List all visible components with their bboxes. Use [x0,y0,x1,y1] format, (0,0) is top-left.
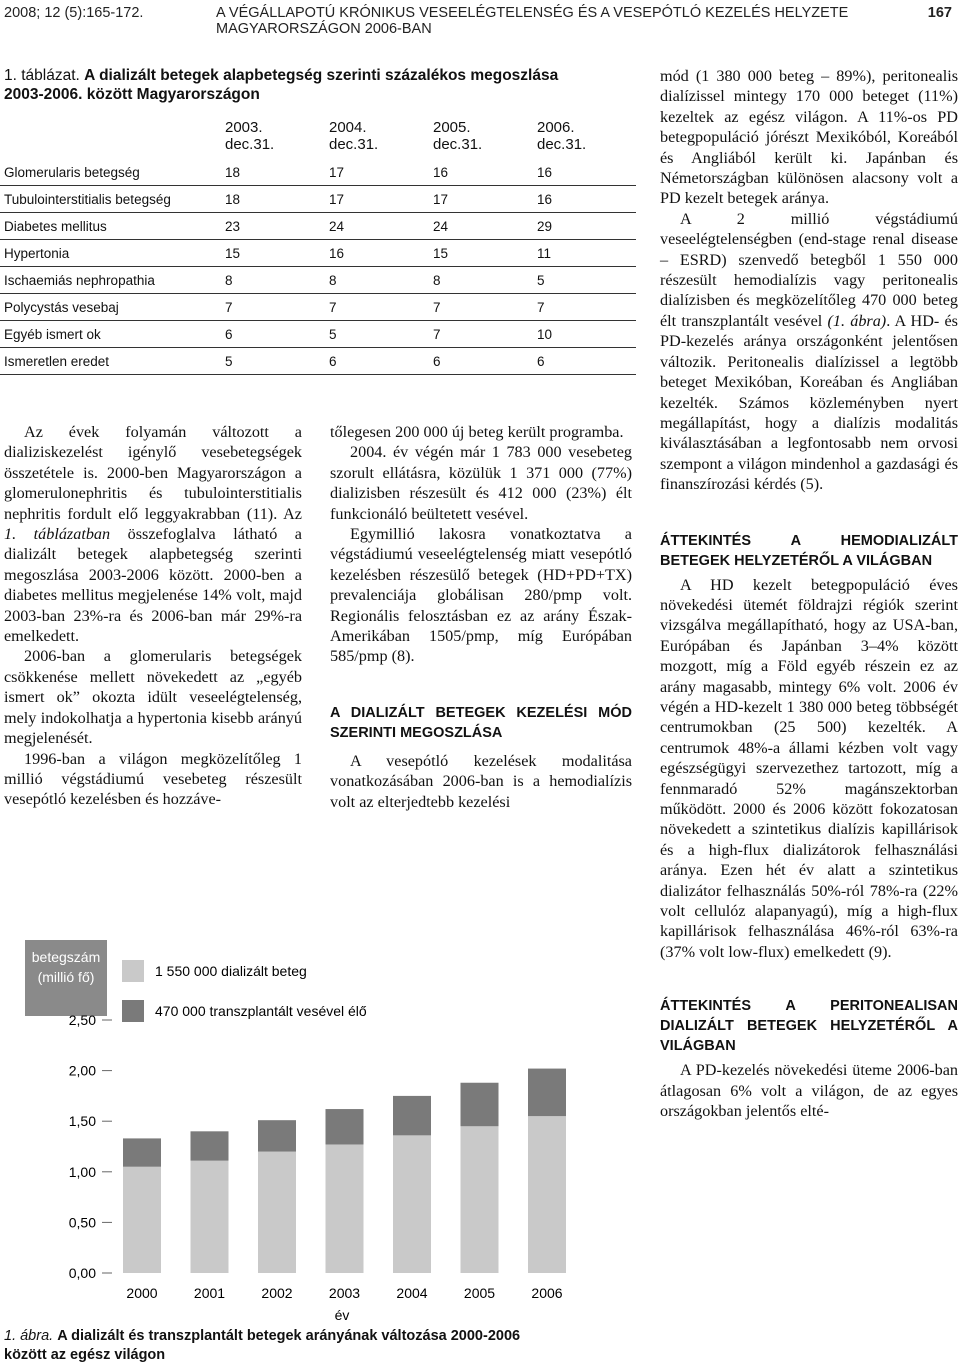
paragraph: 1996-ban a világon megközelítőleg 1 millió végstádiumú vesebeteg részesült vesepótló kezelésben és hozzáve- [4,749,302,809]
table-row: Ischaemiás nephropathia 8 8 8 5 [0,267,636,294]
table-caption-title: A dializált betegek alapbetegség szerinti százalékos megoszlása [84,67,559,84]
x-tick-label: 2000 [126,1285,158,1301]
table-row: Hypertonia 15 16 15 11 [0,240,636,267]
legend-label: 1 550 000 dializált beteg [155,963,307,979]
table-caption-label: 1. táblázat. [4,67,80,84]
table-row: Tubulointerstitialis betegség 18 17 17 16 [0,186,636,213]
legend-swatch [122,1000,144,1022]
table-caption [4,66,644,104]
diagnosis-table [0,118,636,375]
paragraph: A 2 millió végstádiumú veseelégtelenségben (end-stage renal disease – ESRD) szenvedő betegből 1 550 000 részesült hemodialízis vagy peritonealis dialízisben és megközelítőleg 470 000 beteg élt transzplantált vesével (1. ábra). A HD- és PD-kezelés aránya országonként jelentősen változik. Peritonealis dialízissel a legtöbb beteget Mexikóban, Koreában és Angliában kezelték. Számos közleményben nyert megállapítást, hogy a dialízis modalitás kiválasztásában a legfontosabb nem orvosi szempont a világon mindenhol a gazdasági és finanszírozási kérdés (5). [660,209,958,494]
x-tick-label: 2006 [531,1285,563,1301]
bar-transplant [393,1096,431,1135]
page-number: 167 [927,5,952,21]
bars [123,1069,566,1273]
legend [122,960,367,1022]
bar-transplant [326,1109,364,1144]
bar-transplant [528,1069,566,1117]
bar-transplant [461,1083,499,1127]
x-tick-label: 2005 [463,1285,496,1301]
x-tick-label: 2001 [193,1285,226,1301]
x-tick-labels [126,1285,562,1301]
y-tick-label: 1,00 [68,1163,96,1180]
paragraph: A HD kezelt betegpopuláció éves növekedési ütemét földrajzi régiók szerint vizsgálva megállapítható, hogy az USA-ban, Európában és Japánban 3–4% között mozgott, míg a Föld egyéb részein ez az arány magasabb, mintegy 6% volt. 2006 év végén a HD-kezelt 1 380 000 beteg többségét centrumokban (25 500) kezelték. A centrumok 48%-a állami kézben volt vagy egészségügyi szervezethez tartozott, míg a fennmaradó 52% magánszektorban működött. 2000 és 2006 között fokozatosan növekedett a szintetikus dialízis kapillárisok és a high-flux dializátorok felhasználási aránya. Ezen hét év alatt a szintetikus dializátor felhasználás 50%-ról 78%-ra (22% volt cellulóz alapanyagú), míg a high-flux kapillárisok felhasználása 46%-ról 63%-ra (37% volt low-flux) emelkedett (9). [660,575,958,961]
figure-caption-line2: között az egész világon [4,1347,166,1363]
year-header: 2003. dec.31. [225,119,275,153]
table-row: Egyéb ismert ok 6 5 7 10 [0,321,636,348]
y-tick-label: 2,50 [68,1012,96,1028]
paragraph: Az évek folyamán változott a dializiskezelést igénylő vesebetegségek összetétele is. 2000-ben Magyarországon a glomerulonephritis és tubulointerstitialis nephritis fordult elő leggyakrabban (11). Az 1. táblázatban összefoglalva látható a dializált betegek alapbetegség szerinti megoszlása 2003-2006 között. 2000-ben a diabetes mellitus megjelenése 14% volt, majd 2003-ban 23%-ra és 2006-ban már 29%-ra emelkedett. [4,423,302,646]
running-title: A VÉGÁLLAPOTÚ KRÓNIKUS VESEELÉGTELENSÉG ÉS A VESEPÓTLÓ KEZELÉS HELYZETE MAGYARORSZÁGON 2006-BAN [216,5,849,37]
paragraph: A PD-kezelés növekedési üteme 2006-ban átlagosan 6% volt a világon, de az egyes országokban jelentős elté- [660,1061,958,1121]
table-row: Polycystás vesebaj 7 7 7 7 [0,294,636,321]
x-tick-label: 2002 [261,1285,293,1301]
patient-count-chart [0,940,640,1325]
y-tick-labels [69,1012,96,1281]
bar-dialysis [326,1144,364,1273]
y-tick-label: 0,50 [68,1214,96,1231]
section-heading: ÁTTEKINTÉS A PERITONEALISAN DIALIZÁLT BETEGEK HELYZETÉRŐL A VILÁGBAN [660,998,958,1055]
year-header: 2004. dec.31. [329,119,379,153]
paragraph: A vesepótló kezelések modalitása vonatkozásában 2006-ban is a hemodialízis volt az elterjedtebb kezelési [330,751,632,811]
paragraph: Egymillió lakosra vonatkoztatva a végstádiumú veseelégtelenség miatt vesepótló kezelésben részesülő betegek (HD+PD+TX) prevalenciája globálisan 280/pmp volt. Regionális felosztásban ez az arány Észak-Amerikában 1505/pmp, míg Európában 585/pmp (8). [330,525,632,666]
figure-caption-label: 1. ábra. [4,1328,54,1344]
section-heading: ÁTTEKINTÉS A HEMODIALIZÁLT BETEGEK HELYZETÉRŐL A VILÁGBAN [660,532,958,569]
y-axis-label-line2: (millió fő) [37,969,95,985]
y-tick-label: 2,00 [68,1062,96,1079]
bar-transplant [191,1131,229,1160]
year-header: 2005. dec.31. [433,119,483,153]
figure-caption-title: A dializált és transzplantált betegek arányának változása 2000-2006 [57,1328,521,1344]
paragraph: mód (1 380 000 beteg – 89%), peritonealis dialízissel mintegy 170 000 beteget (11%) kezeltek az egész világon. A 11%-os PD betegpopuláció jórészt Mexikóból, Koreából és Angliából került ki. Japánban és Németországban különösen alacsony volt a PD kezelt betegek aránya. [660,67,958,208]
table-row: Diabetes mellitus 23 24 24 29 [0,213,636,240]
running-header [4,5,956,37]
bar-transplant [258,1120,296,1151]
bar-dialysis [393,1135,431,1273]
bar-dialysis [123,1167,161,1273]
legend-swatch [122,960,144,982]
x-tick-label: 2004 [396,1285,428,1301]
bar-transplant [123,1138,161,1166]
year-header: 2006. dec.31. [537,119,587,153]
gridlines [102,1020,112,1273]
text-column-3 [660,66,958,1121]
section-heading: A DIALIZÁLT BETEGEK KEZELÉSI MÓD SZERINTI MEGOSZLÁSA [330,704,632,741]
bar-dialysis [528,1116,566,1273]
text-column-1 [4,422,302,810]
x-tick-label: 2003 [328,1285,361,1301]
figure-caption [4,1327,644,1365]
legend-label: 470 000 transzplantált vesével élő [155,1003,367,1019]
table-row: Glomerularis betegség 18 17 16 16 [0,159,636,186]
paragraph: tőlegesen 200 000 új beteg került programba. [330,423,624,441]
bar-dialysis [258,1152,296,1273]
table-caption-line2: 2003-2006. között Magyarországon [4,86,260,103]
x-axis-label: év [334,1307,350,1323]
y-tick-label: 1,50 [68,1113,96,1130]
table-row: Ismeretlen eredet 5 6 6 6 [0,348,636,375]
table-header-row [0,118,636,159]
y-axis-label-line1: betegszám [31,949,101,965]
paragraph: 2006-ban a glomerularis betegségek csökkenése mellett növekedett az „egyéb ismert ok” okozta idült veseelégtelenség, mely indokolhatja a hypertonia kisebb arányú megjelenését. [4,647,302,748]
bar-dialysis [461,1126,499,1273]
text-column-2 [330,422,632,812]
y-tick-label: 0,00 [68,1265,96,1281]
bar-dialysis [191,1161,229,1273]
journal-citation: 2008; 12 (5):165-172. [4,5,144,21]
paragraph: 2004. év végén már 1 783 000 vesebeteg szorult ellátásra, közülük 1 371 000 (77%) dializisben részesült és 412 000 (23%) élt funkcionáló beültetett vesével. [330,443,632,523]
